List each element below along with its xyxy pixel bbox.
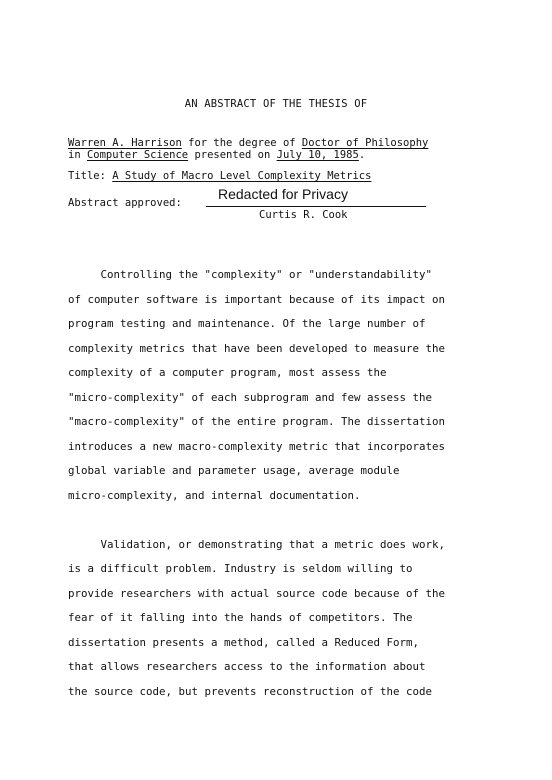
paragraph-line: micro-complexity, and internal documentation.	[68, 489, 361, 502]
author-degree-line	[68, 137, 428, 149]
paragraph-line: fear of it falling into the hands of competitors. The	[68, 611, 413, 624]
field-date-line	[68, 149, 365, 161]
paragraph-line: is a difficult problem. Industry is seldom willing to	[68, 562, 413, 575]
paragraph-line: "micro-complexity" of each subprogram and few assess the	[68, 391, 433, 404]
field-prefix: in	[68, 149, 87, 161]
date-connector: presented on	[188, 149, 277, 161]
degree-name: Doctor of Philosophy	[301, 137, 429, 149]
redacted-signature: Redacted for Privacy	[218, 186, 348, 202]
paragraph-line: "macro-complexity" of the entire program. The dissertation	[68, 415, 446, 428]
paragraph-line: global variable and parameter usage, average module	[68, 464, 400, 477]
thesis-title: A Study of Macro Level Complexity Metrics	[112, 170, 372, 182]
paragraph-line: of computer software is important because of its impact on	[68, 293, 446, 306]
paragraph-line: the source code, but prevents reconstruction of the code	[68, 685, 433, 698]
paragraph-line: program testing and maintenance. Of the large number of	[68, 317, 426, 330]
field-name: Computer Science	[86, 149, 189, 161]
abstract-approved-label: Abstract approved:	[68, 197, 182, 209]
title-line	[68, 170, 371, 182]
author-name: Warren A. Harrison	[68, 137, 182, 149]
date-period: .	[358, 149, 366, 161]
title-label: Title:	[68, 170, 113, 182]
paragraph-line: Validation, or demonstrating that a metric does work,	[68, 538, 446, 551]
paragraph-line: Controlling the "complexity" or "understandability"	[68, 268, 433, 281]
signer-name: Curtis R. Cook	[259, 209, 348, 221]
paragraph-line: dissertation presents a method, called a Reduced Form,	[68, 636, 420, 649]
degree-connector: for the degree of	[181, 137, 302, 149]
abstract-heading: AN ABSTRACT OF THE THESIS OF	[184, 98, 368, 110]
paragraph-line: complexity metrics that have been developed to measure the	[68, 342, 446, 355]
paragraph-line: that allows researchers access to the information about	[68, 660, 426, 673]
paragraph-line: provide researchers with actual source code because of the	[68, 587, 446, 600]
paragraph-line: complexity of a computer program, most assess the	[68, 366, 387, 379]
paragraph-line: introduces a new macro-complexity metric that incorporates	[68, 440, 446, 453]
presentation-date: July 10, 1985	[276, 149, 359, 161]
signature-line	[206, 206, 426, 207]
